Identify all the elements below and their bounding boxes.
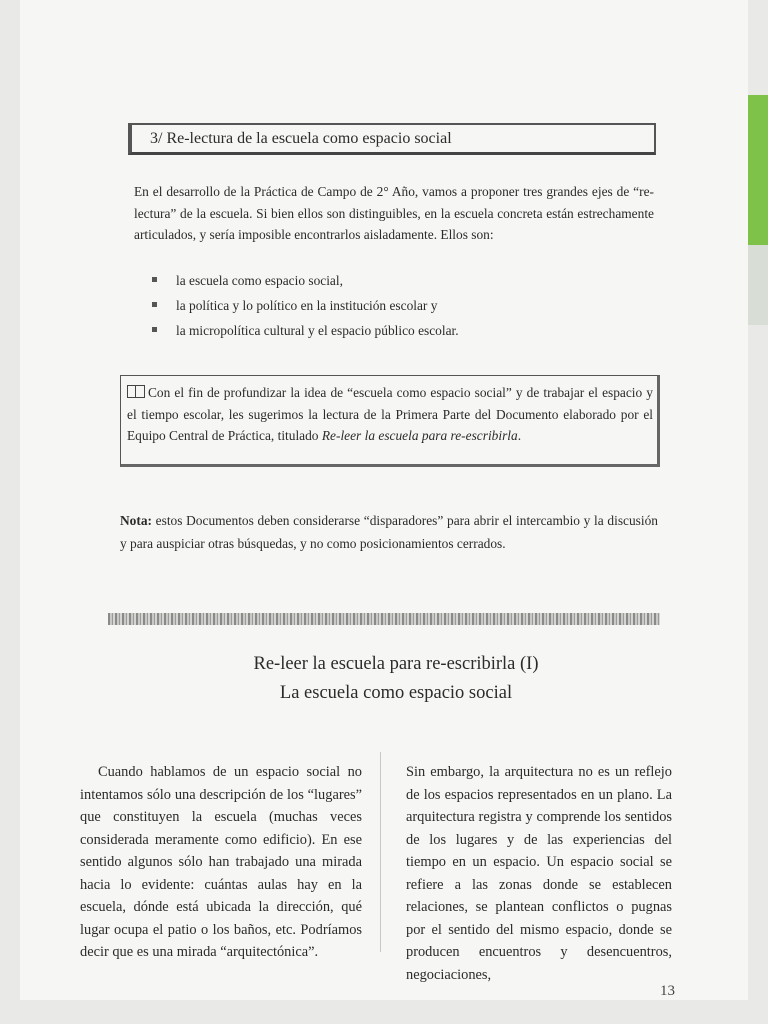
note-text: estos Documentos deben considerarse “disparadores” para abrir el intercambio y la discusión y para auspiciar otras búsquedas, y no como posicionamientos cerrados. bbox=[120, 513, 658, 551]
reading-suggestion-box bbox=[120, 375, 660, 467]
column-divider bbox=[380, 752, 381, 952]
background-edge bbox=[748, 95, 768, 245]
book-icon bbox=[127, 385, 145, 398]
background-edge bbox=[748, 245, 768, 325]
list-item: la micropolítica cultural y el espacio público escolar. bbox=[152, 318, 632, 343]
article-title: Re-leer la escuela para re-escribirla (I) bbox=[253, 654, 539, 674]
list-item: la escuela como espacio social, bbox=[152, 268, 632, 293]
axes-list bbox=[152, 268, 632, 343]
list-item: la política y lo político en la institución escolar y bbox=[152, 293, 632, 318]
section-divider bbox=[108, 613, 660, 625]
note-paragraph bbox=[120, 509, 658, 555]
article-column-right: Sin embargo, la arquitectura no es un reflejo de los espacios representados en un plano. La arquitectura registra y comprende los sentidos de los lugares y de las experiencias del tiempo en un espacio. Un espacio social se refiere a las zonas donde se establecen relaciones, se plantean conflictos o pugnas por el sentido del mismo espacio, donde se producen encuentros y desencuentros, negociaciones, bbox=[406, 764, 672, 983]
intro-paragraph: En el desarrollo de la Práctica de Campo de 2° Año, vamos a proponer tres grandes ejes de “re-lectura” de la escuela. Si bien ellos son distinguibles, en la escuela concreta están estrechamente articulados, y sería imposible encontrarlos aisladamente. Ellos son: bbox=[134, 184, 654, 242]
article-column-left: Cuando hablamos de un espacio social no intentamos sólo una descripción de los “lugares” que constituyen la escuela (muchas veces considerada meramente como edificio). En ese sentido algunos sólo han trabajado una mirada hacia lo evidente: cuántas aulas hay en la escuela, dónde está ubicada la dirección, qué lugar ocupa el patio o los baños, etc. Podríamos decir que es una mirada “arquitectónica”. bbox=[80, 764, 362, 960]
note-label: Nota: bbox=[120, 513, 152, 528]
section-header-box bbox=[128, 123, 656, 155]
document-page bbox=[20, 0, 748, 1000]
reading-end: . bbox=[517, 428, 522, 443]
section-title: 3/ Re-lectura de la escuela como espacio social bbox=[150, 130, 452, 147]
reading-text: Con el fin de profundizar la idea de “escuela como espacio social” y de trabajar el espacio y el tiempo escolar, les sugerimos la lectura de la Primera Parte del Documento elaborado por el Equipo Central de Práctica, titulado bbox=[127, 385, 653, 443]
article-subtitle: La escuela como espacio social bbox=[279, 683, 513, 703]
page-number: 13 bbox=[660, 983, 675, 999]
document-title: Re-leer la escuela para re-escribirla bbox=[321, 428, 518, 443]
